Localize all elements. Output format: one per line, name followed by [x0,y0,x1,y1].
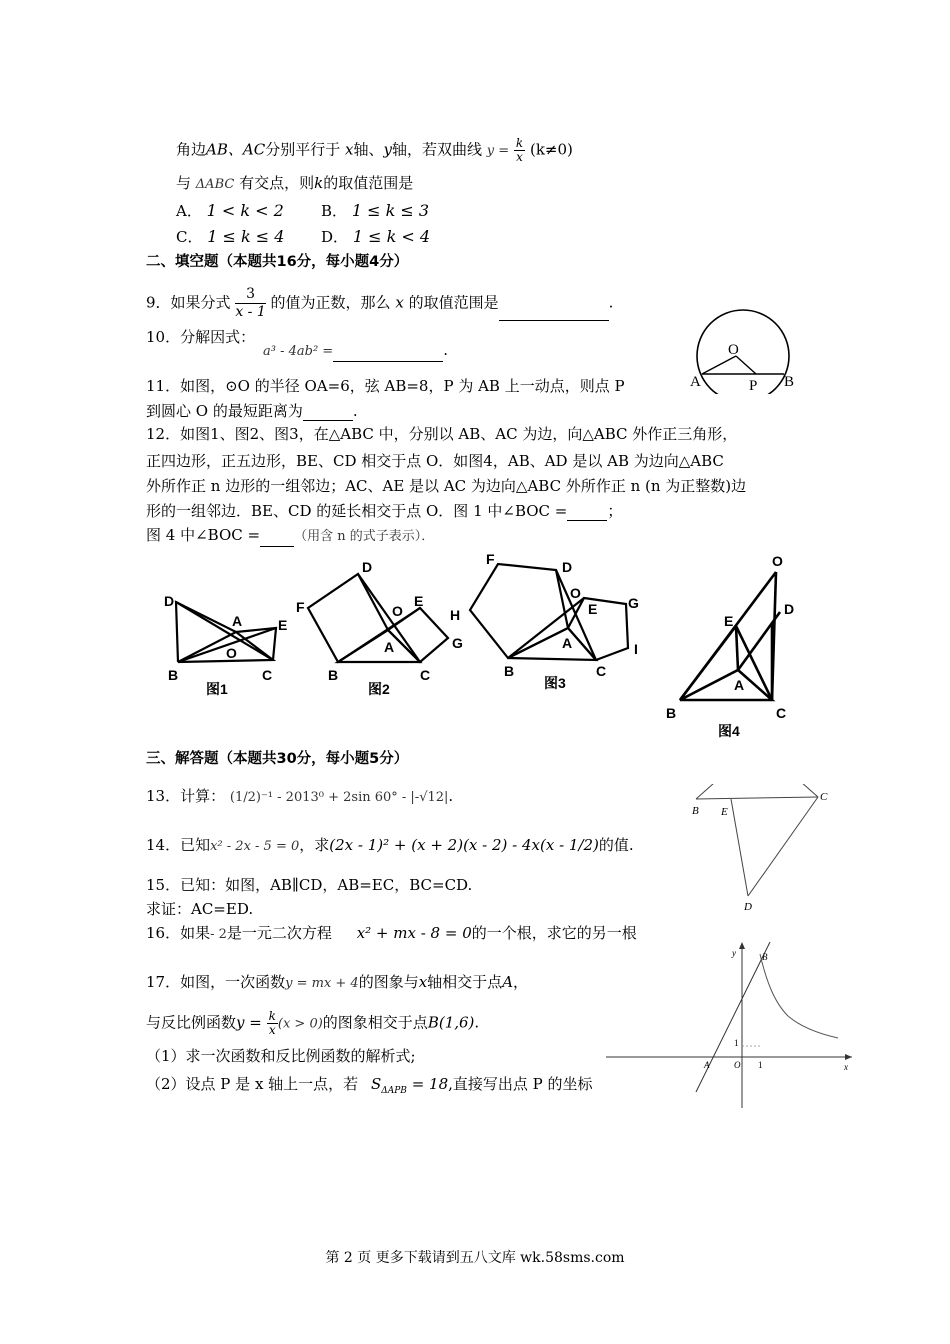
q13: 13．计算： (1/2)⁻¹ - 2013⁰ + 2sin 60° - |-√12|. [146,787,454,805]
f2-label-c: C [420,667,431,683]
graph-label-1y: 1 [734,1038,739,1048]
figures-1-to-4 [158,550,798,740]
f1-label-d: D [164,593,175,609]
f3-label-c: C [596,663,607,679]
q11-answer-blank[interactable] [303,404,353,421]
q11-line1: 11．如图，⊙O 的半径 OA=6，弦 AB=8，P 为 AB 上一动点，则点 P [146,377,625,395]
f4-label-b: B [666,705,677,721]
q10-answer-blank[interactable] [333,345,443,362]
f4-label-a: A [734,677,745,693]
q11-line2: 到圆心 O 的最短距离为 . [146,402,358,420]
f1-label-o: O [226,645,237,661]
q8-option-b: B． 1 ≤ k ≤ 3 [321,201,430,220]
page-footer: 第 2 页 更多下载请到五八文库 wk.58sms.com [325,1250,625,1266]
f2-label-b: B [328,667,339,683]
graph-label-x: x [844,1062,848,1072]
quadrilateral-figure [688,784,838,916]
q10-expression: a³ - 4ab² = . [263,340,448,362]
f1-label-b: B [168,667,179,683]
graph-label-1x: 1 [758,1060,763,1070]
q8-option-d: D． 1 ≤ k < 4 [321,227,431,246]
quad-label-b: B [692,805,699,817]
circle-figure [688,308,804,394]
f2-label-d: D [362,559,373,575]
label-p: P [749,378,758,394]
inverse-function-curve [760,954,838,1038]
f2-label-a: A [384,639,395,655]
q17-sub2: （2）设点 P 是 x 轴上一点，若 $S_{\Delta APB} = 18$,直接写出点 P 的坐标 [146,1075,593,1096]
f3-label-g: G [628,595,639,611]
quad-label-e: E [721,806,728,818]
q12-line2: 正四边形，正五边形，BE、CD 相交于点 O．如图4，AB、AD 是以 AB 为边向△ABC [146,452,724,470]
q8-line2: 与 ΔABC 有交点，则k的取值范围是 [176,174,414,192]
graph-label-b: B [762,952,768,962]
f3-label-a: A [562,635,573,651]
q12-answer-blank-2[interactable] [260,530,294,547]
f3-label-d: D [562,559,573,575]
graph-label-a: A [704,1060,710,1070]
q10: 10．分解因式： [146,328,256,346]
radius-oa [702,356,736,374]
f3-label-o: O [570,585,581,601]
figure-4 [680,572,780,700]
q9-answer-blank[interactable] [499,304,609,321]
f4-label-e: E [724,613,734,629]
quad-label-c: C [820,791,828,803]
figure-3 [470,564,628,660]
q8-line1: 角边AB、AC分别平行于 x轴、y轴，若双曲线 y = $\frac{k}{x}$ (k≠0) [176,136,573,164]
section-3-heading: 三、解答题（本题共30分，每小题5分） [146,751,409,767]
f1-label-c: C [262,667,273,683]
circle-o [697,310,789,394]
f2-caption: 图2 [368,681,390,697]
f2-label-g: G [452,635,463,651]
f4-label-o: O [772,553,783,569]
q17-line2: 与反比例函数y = $\frac{k}{x}$ (x > 0)的图象相交于点B(1,6). [146,1009,480,1037]
f2-label-f: F [296,599,305,615]
graph-label-o: O [734,1060,741,1070]
figure-2 [308,574,448,662]
q17-sub1: （1）求一次函数和反比例函数的解析式; [146,1047,416,1065]
f3-label-b: B [504,663,515,679]
f2-label-o: O [392,603,403,619]
section-2-heading: 二、填空题（本题共16分，每小题4分） [146,254,409,270]
f3-label-f: F [486,551,495,567]
f3-label-i: I [634,641,638,657]
f1-label-a: A [232,613,243,629]
q16: 16．如果- 2是一元二次方程 x² + mx - 8 = 0的一个根，求它的另一根 [146,924,637,942]
y-axis-arrow [739,942,745,949]
function-graph [604,940,854,1110]
label-b: B [784,374,795,390]
q8-option-c: C． 1 ≤ k ≤ 4 [176,227,285,246]
q12-line5: 图 4 中∠BOC = （用含 n 的式子表示）． [146,525,434,547]
segment-op [736,356,756,374]
q17-line1: 17．如图，一次函数y = mx + 4的图象与x轴相交于点A， [146,973,529,991]
label-o: O [728,342,739,358]
f3-caption: 图3 [544,675,566,691]
quad-label-d: D [744,901,752,913]
f3-label-e: E [588,601,598,617]
q12-answer-blank-1[interactable] [567,504,607,521]
q15-line1: 15．已知：如图，AB∥CD，AB=EC，BC=CD. [146,876,473,894]
graph-label-y: y [732,948,736,958]
f4-label-c: C [776,705,787,721]
q15-line2: 求证：AC=ED. [146,900,254,918]
f1-label-e: E [278,617,288,633]
q9: 9．如果分式 $\frac{3}{x - 1}$ 的值为正数，那么 x 的取值范围是 . [146,286,614,320]
q14: 14．已知x² - 2x - 5 = 0，求(2x - 1)² + (x + 2)(x - 2) - 4x(x - 1/2)的值. [146,836,634,854]
f1-caption: 图1 [206,681,228,697]
q12-line4: 形的一组邻边．BE、CD 的延长相交于点 O．图 1 中∠BOC = ； [146,502,623,520]
label-a: A [690,374,701,390]
f4-label-d: D [784,601,795,617]
f2-label-e: E [414,593,424,609]
f4-caption: 图4 [718,723,740,739]
q8-option-a: A． 1 < k < 2 [176,201,284,220]
q12-line3: 外所作正 n 边形的一组邻边；AC、AE 是以 AC 为边向△ABC 外所作正 n (n 为正整数)边 [146,477,747,495]
x-axis-arrow [845,1054,852,1060]
f2-label-h: H [450,607,461,623]
q12-line1: 12．如图1、图2、图3，在△ABC 中，分别以 AB、AC 为边，向△ABC 外作正三角形， [146,425,738,443]
